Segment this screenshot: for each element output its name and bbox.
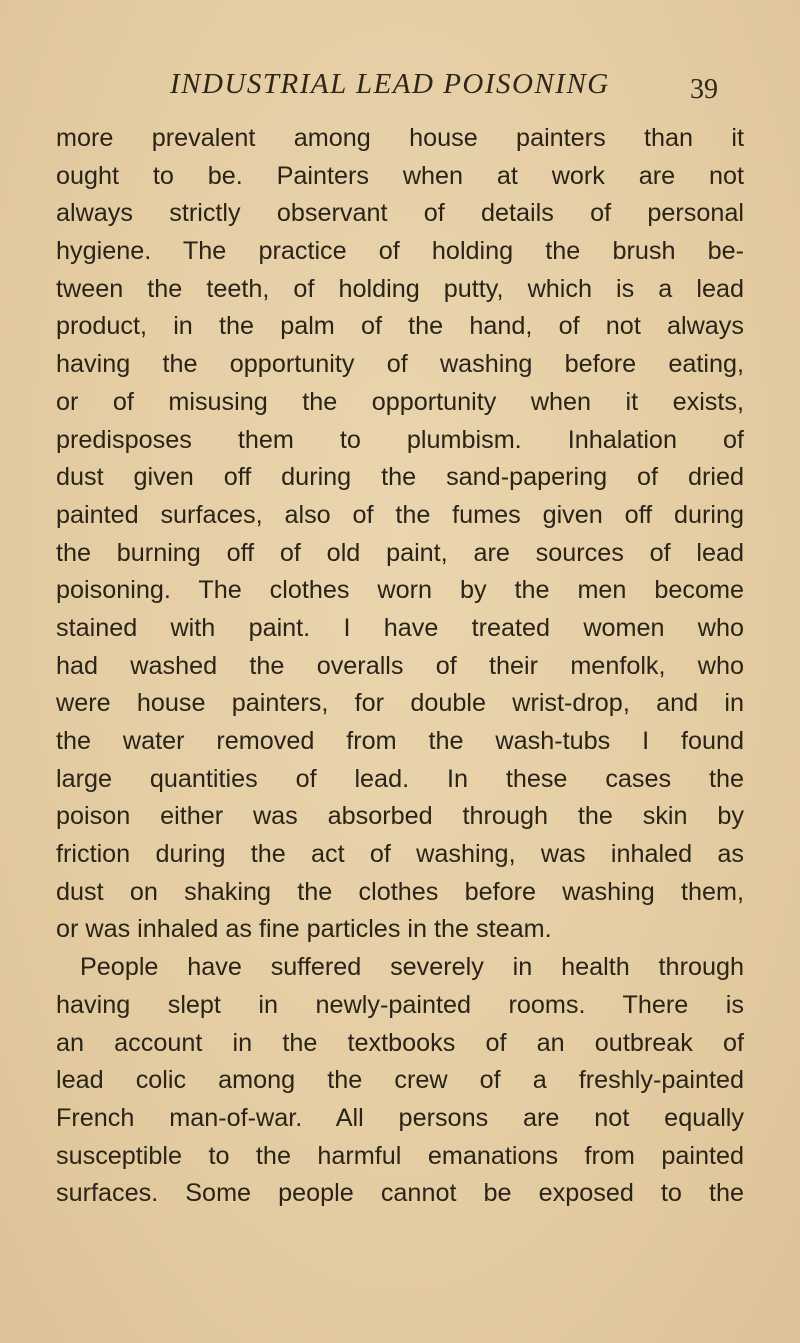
text-line: an account in the textbooks of an outbreak of	[56, 1028, 744, 1057]
text-line: always strictly observant of details of personal	[56, 199, 744, 228]
text-line: had washed the overalls of their menfolk, who	[56, 651, 744, 680]
text-line: hygiene. The practice of holding the brush be-	[56, 237, 744, 266]
text-line: surfaces. Some people cannot be exposed to the	[56, 1179, 744, 1208]
text-line: ought to be. Painters when at work are not	[56, 161, 744, 190]
text-line: susceptible to the harmful emanations from painted	[56, 1141, 744, 1170]
text-line: dust on shaking the clothes before washing them,	[56, 877, 744, 906]
text-line: product, in the palm of the hand, of not always	[56, 312, 744, 341]
text-line: dust given off during the sand-papering of dried	[56, 463, 744, 492]
body-text	[56, 120, 744, 1213]
text-line: stained with paint. I have treated women who	[56, 613, 744, 642]
page-number: 39	[690, 74, 718, 105]
text-line: friction during the act of washing, was inhaled as	[56, 840, 744, 869]
text-line: the water removed from the wash-tubs I found	[56, 727, 744, 755]
text-line: lead colic among the crew of a freshly-painted	[56, 1066, 744, 1095]
text-line: predisposes them to plumbism. Inhalation of	[56, 425, 744, 454]
running-head-title: INDUSTRIAL LEAD POISONING	[170, 68, 610, 100]
text-line: poisoning. The clothes worn by the men become	[56, 576, 744, 605]
text-line: large quantities of lead. In these cases the	[56, 764, 744, 793]
text-line: having slept in newly-painted rooms. There is	[56, 990, 744, 1019]
text-line: more prevalent among house painters than it	[56, 124, 744, 152]
text-line: poison either was absorbed through the skin by	[56, 802, 744, 831]
text-line: or of misusing the opportunity when it exists,	[56, 387, 744, 416]
text-line: French man-of-war. All persons are not equally	[56, 1103, 744, 1132]
text-line: the burning off of old paint, are sources of lead	[56, 538, 744, 567]
text-line: painted surfaces, also of the fumes given off during	[56, 500, 744, 529]
text-line: tween the teeth, of holding putty, which is a lead	[56, 274, 744, 303]
text-line: or was inhaled as fine particles in the steam.	[56, 915, 552, 944]
text-line: were house painters, for double wrist-drop, and in	[56, 689, 744, 718]
text-line: having the opportunity of washing before eating,	[56, 350, 744, 379]
text-line: People have suffered severely in health through	[80, 953, 744, 982]
